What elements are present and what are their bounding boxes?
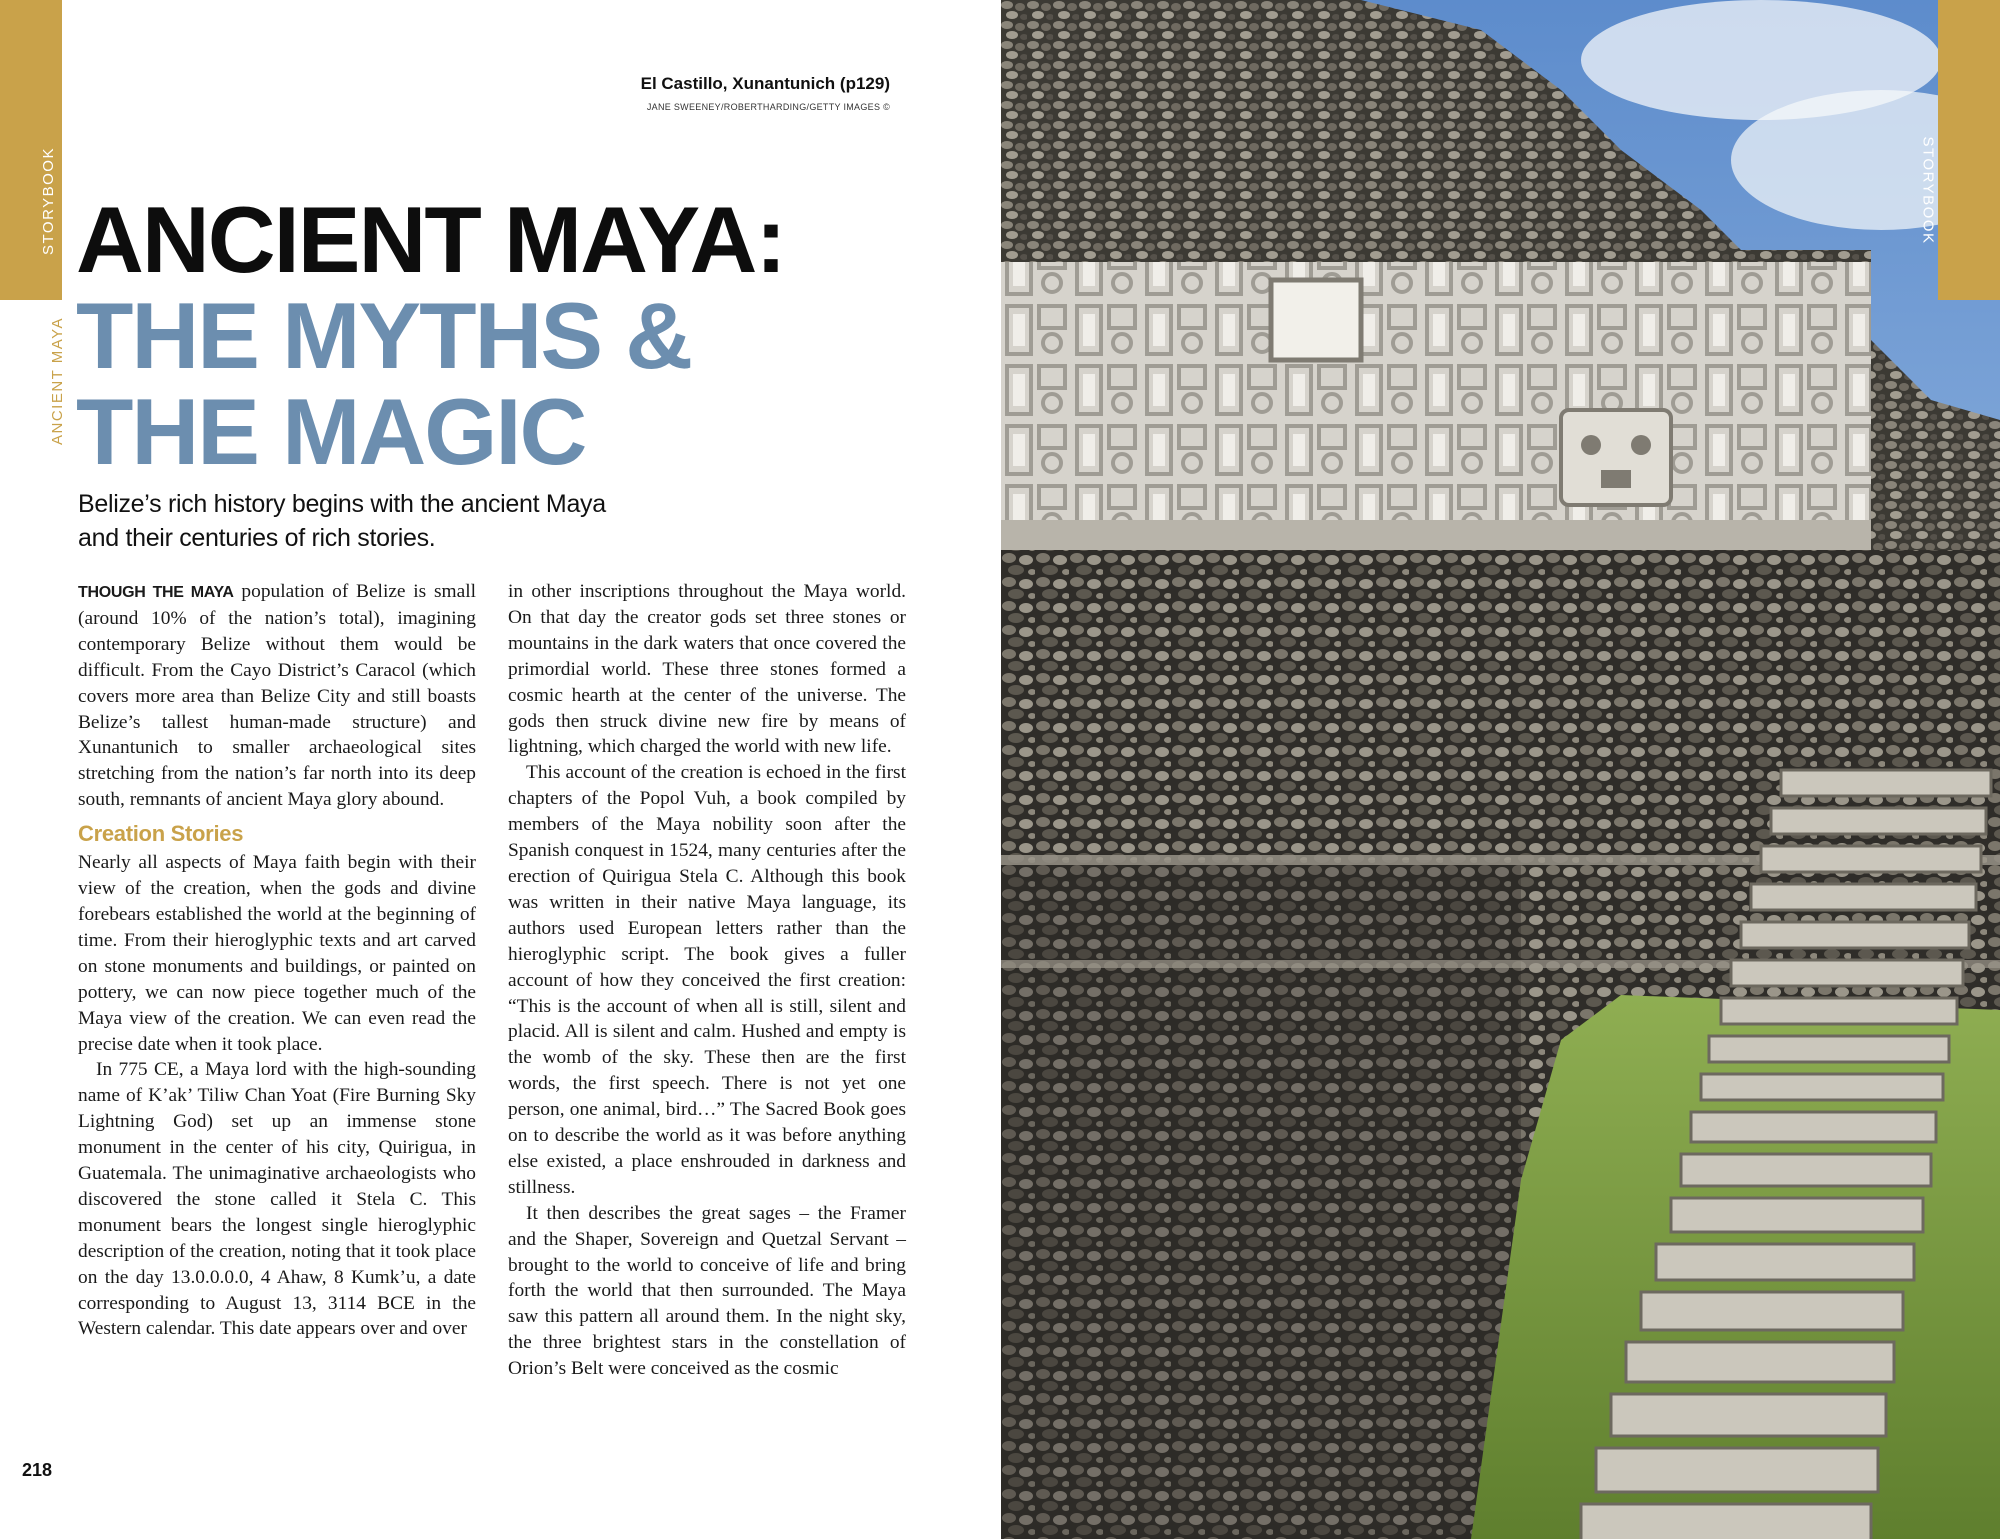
body-paragraph: in other inscriptions throughout the Maya world. On that day the creator gods set three stones or mountains in the dark waters that once covered the primordial world. These three stones formed a cosmic hearth at the center of the universe. The gods then struck divine new fire by means of lightning, which charged the world with new life.: [508, 581, 906, 758]
body-column-2: [508, 579, 906, 1382]
page-number: 218: [22, 1460, 53, 1480]
article-headline: [76, 187, 936, 484]
photo-credit: JANE SWEENEY/ROBERTHARDING/GETTY IMAGES ©: [646, 102, 890, 112]
temple-photo: [1001, 0, 2000, 1539]
headline-line-1: ANCIENT MAYA:: [76, 187, 785, 292]
lead-in: THOUGH THE MAYA: [78, 584, 234, 601]
caption-title: El Castillo, Xunantunich (p129): [640, 74, 890, 93]
intro-text: population of Belize is small (around 10% of the nation’s total), imagining contemporary Belize without them would be difficult. From the Cayo District’s Caracol (which covers more area than Belize City and still boasts Belize’s tallest human-made structure) and Xunantunich to smaller archaeological sites stretching from the nation’s far north into its deep south, remnants of ancient Maya glory abound.: [78, 581, 476, 811]
section-label: ANCIENT MAYA: [49, 316, 66, 445]
headline-line-2: THE MYTHS &: [76, 283, 692, 388]
storybook-tab-right: [1938, 0, 2000, 300]
standfirst: Belize’s rich history begins with the ancient Maya and their centuries of rich stories.: [78, 490, 606, 552]
body-paragraph: In 775 CE, a Maya lord with the high-sounding name of K’ak’ Tiliw Chan Yoat (Fire Burning Sky Lightning God) set up an immense stone monument in the center of his city, Quirigua, in Guatemala. The unimaginative archaeologists who discovered the stone called it Stela C. This monument bears the longest single hieroglyphic description of the creation, noting that it took place on the day 13.0.0.0.0, 4 Ahaw, 8 Kumk’u, a date corresponding to August 13, 3114 BCE in the Western calendar. This date appears over and over: [78, 1059, 476, 1340]
storybook-tab-label: STORYBOOK: [40, 147, 57, 255]
right-page: [1001, 0, 2000, 1539]
body-paragraph: It then describes the great sages – the Framer and the Shaper, Sovereign and Quetzal Servant – brought to the world to conceive of life and bring forth the world that then surrounded. The Maya saw this pattern all around them. In the night sky, the three brightest stars in the constellation of Orion’s Belt were conceived as the cosmic: [508, 1202, 906, 1380]
photo-caption: [641, 74, 890, 112]
body-paragraph: This account of the creation is echoed in the first chapters of the Popol Vuh, a book compiled by members of the Maya nobility soon after the Spanish conquest in 1524, many centuries after the erection of Quirigua Stela C. Although this book was written in their native Maya language, its authors used European letters rather than the hieroglyphic script. The book gives a fuller account of how they conceived the first creation: “This is the account of when all is still, silent and placid. All is silent and calm. Hushed and empty is the womb of the sky. These then are the first words, the first speech. There is not yet one person, one animal, bird…” The Sacred Book goes on to describe the world as it was before anything else existed, a place enshrouded in darkness and stillness.: [508, 762, 906, 1198]
body-column-1: [78, 579, 476, 1342]
body-paragraph: Nearly all aspects of Maya faith begin with their view of the creation, when the gods and divine forebears established the world at the beginning of time. From their hieroglyphic texts and art carved on stone monuments and buildings, or painted on pottery, we can now piece together much of the Maya view of the creation. We can even read the precise date when it took place.: [78, 852, 476, 1055]
headline-line-3: THE MAGIC: [76, 379, 586, 484]
intro-paragraph: [78, 579, 476, 813]
section-subhead: Creation Stories: [78, 821, 244, 847]
storybook-tab-right-label: STORYBOOK: [1919, 136, 1937, 245]
